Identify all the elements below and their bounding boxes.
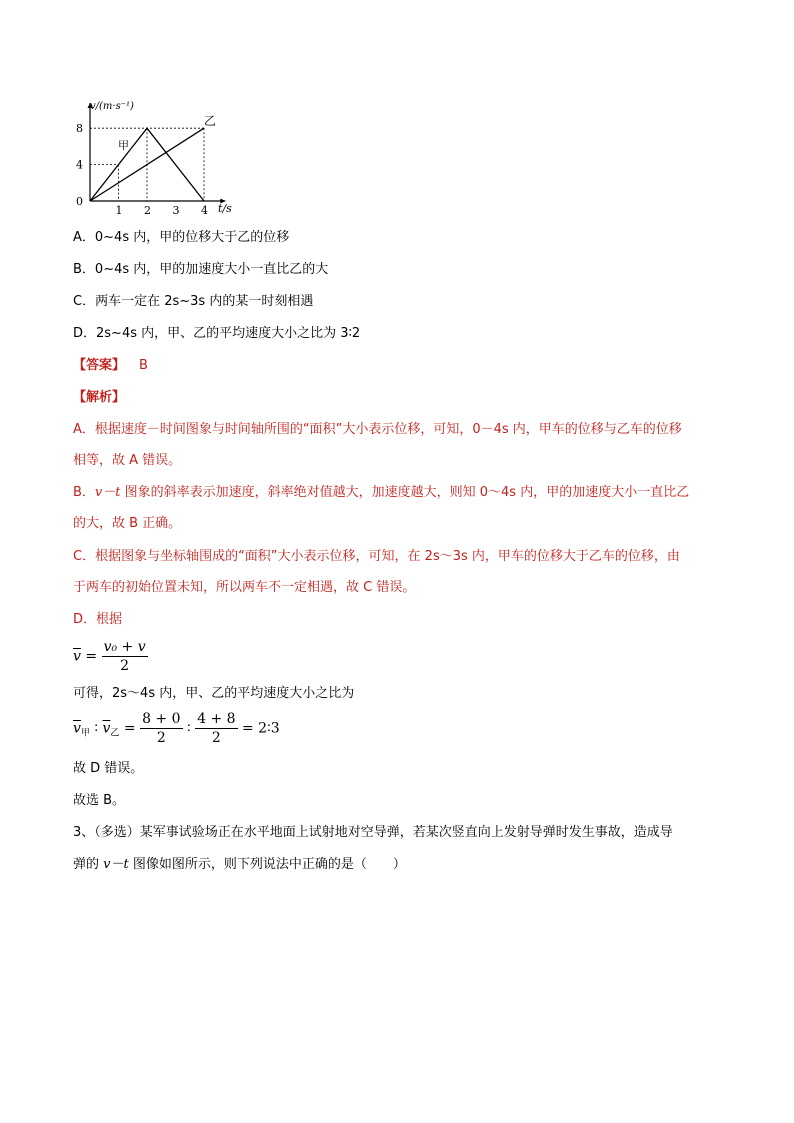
x-tick-label: 2 bbox=[144, 204, 151, 217]
x-tick-label: 4 bbox=[201, 204, 208, 217]
analysis-a-line2: 相等，故 A 错误。 bbox=[73, 453, 182, 468]
analysis-d-line3: 故 D 错误。 bbox=[73, 761, 144, 776]
formula2-v2: $\overline{v}$ bbox=[102, 720, 111, 737]
formula2-sub2: 乙 bbox=[110, 728, 120, 739]
analysis-b-text: 图象的斜率表示加速度，斜率绝对值越大，加速度越大，则知 0～4s 内，甲的加速度大小一直比乙 bbox=[120, 485, 690, 500]
formula2-fraction2 bbox=[195, 710, 237, 747]
analysis-a-line1: A．根据速度－时间图象与时间轴所围的“面积”大小表示位移，可知，0－4s 内，甲车的位移与乙车的位移 bbox=[73, 422, 682, 437]
analysis-b-line2: 的大，故 B 正确。 bbox=[73, 516, 182, 531]
formula1-fraction bbox=[102, 638, 148, 675]
answer-value: B bbox=[139, 358, 148, 373]
formula2-fraction1 bbox=[140, 710, 182, 747]
x-tick-label: 3 bbox=[172, 204, 180, 217]
question3-pre: 弹的 bbox=[73, 857, 104, 872]
analysis-b-prefix: B． bbox=[73, 485, 95, 500]
y-tick-label: 4 bbox=[76, 158, 83, 172]
velocity-time-chart bbox=[74, 97, 244, 219]
y-tick-label: 8 bbox=[76, 122, 83, 136]
analysis-choose: 故选 B。 bbox=[73, 793, 126, 808]
formula-velocity-ratio: $\overline{v}_甲$ ∶ $\overline{v}_乙$ = $\frac{8 + 0}{2}$ ∶ $\frac{4 + 8}{2}$ = 2∶3 bbox=[73, 711, 280, 746]
option-b: B．0~4s 内，甲的加速度大小一直比乙的大 bbox=[73, 262, 329, 277]
analysis-c-line2: 于两车的初始位置未知，所以两车不一定相遇，故 C 错误。 bbox=[73, 580, 416, 595]
option-a: A．0~4s 内，甲的位移大于乙的位移 bbox=[73, 230, 290, 245]
formula1-lhs: $\overline{v}$ bbox=[73, 648, 81, 665]
formula-average-velocity: $\overline{v}$ = $\frac{\text{v₀ + v}}{2}$ bbox=[73, 639, 146, 674]
formula2-den2: 2 bbox=[211, 730, 221, 746]
question3-post: 图像如图所示，则下列说法中正确的是（ ） bbox=[128, 857, 406, 872]
analysis-d-line2: 可得，2s～4s 内，甲、乙的平均速度大小之比为 bbox=[73, 686, 355, 701]
option-c: C．两车一定在 2s~3s 内的某一时刻相遇 bbox=[73, 294, 314, 309]
formula2-v1: $\overline{v}$ bbox=[73, 720, 81, 737]
x-tick-label: 1 bbox=[115, 204, 123, 217]
question3-line2 bbox=[73, 855, 406, 875]
formula1-numerator: v₀ + v bbox=[103, 639, 146, 655]
question3-line1: 3、（多选）某军事试验场正在水平地面上试射地对空导弹，若某次竖直向上发射导弹时发生事故，造成导 bbox=[73, 825, 673, 840]
series-label-yi: 乙 bbox=[204, 114, 217, 128]
analysis-label: 【解析】 bbox=[73, 390, 126, 405]
x-axis-label: t/s bbox=[218, 202, 232, 215]
analysis-c-line1: C．根据图象与坐标轴围成的“面积”大小表示位移，可知，在 2s～3s 内，甲车的位移大于乙车的位移，由 bbox=[73, 549, 680, 564]
formula2-num2: 4 + 8 bbox=[197, 711, 236, 727]
series-label-jia: 甲 bbox=[118, 139, 129, 152]
option-d: D．2s~4s 内，甲、乙的平均速度大小之比为 3∶2 bbox=[73, 326, 361, 341]
formula2-result: = 2∶3 bbox=[242, 720, 280, 737]
formula2-num1: 8 + 0 bbox=[142, 711, 181, 727]
analysis-b-vt: v－t bbox=[94, 485, 121, 500]
formula2-den1: 2 bbox=[156, 730, 166, 746]
y-axis-label: v/(m·s⁻¹) bbox=[90, 101, 134, 112]
formula1-denominator: 2 bbox=[120, 658, 130, 674]
answer-line bbox=[73, 356, 148, 376]
analysis-b-line1 bbox=[73, 483, 689, 503]
answer-label: 【答案】 bbox=[73, 358, 126, 373]
y-tick-label: 0 bbox=[76, 195, 83, 208]
question3-vt: v－t bbox=[103, 857, 129, 872]
analysis-d-line1: D．根据 bbox=[73, 612, 123, 627]
formula2-sub1: 甲 bbox=[80, 728, 90, 739]
